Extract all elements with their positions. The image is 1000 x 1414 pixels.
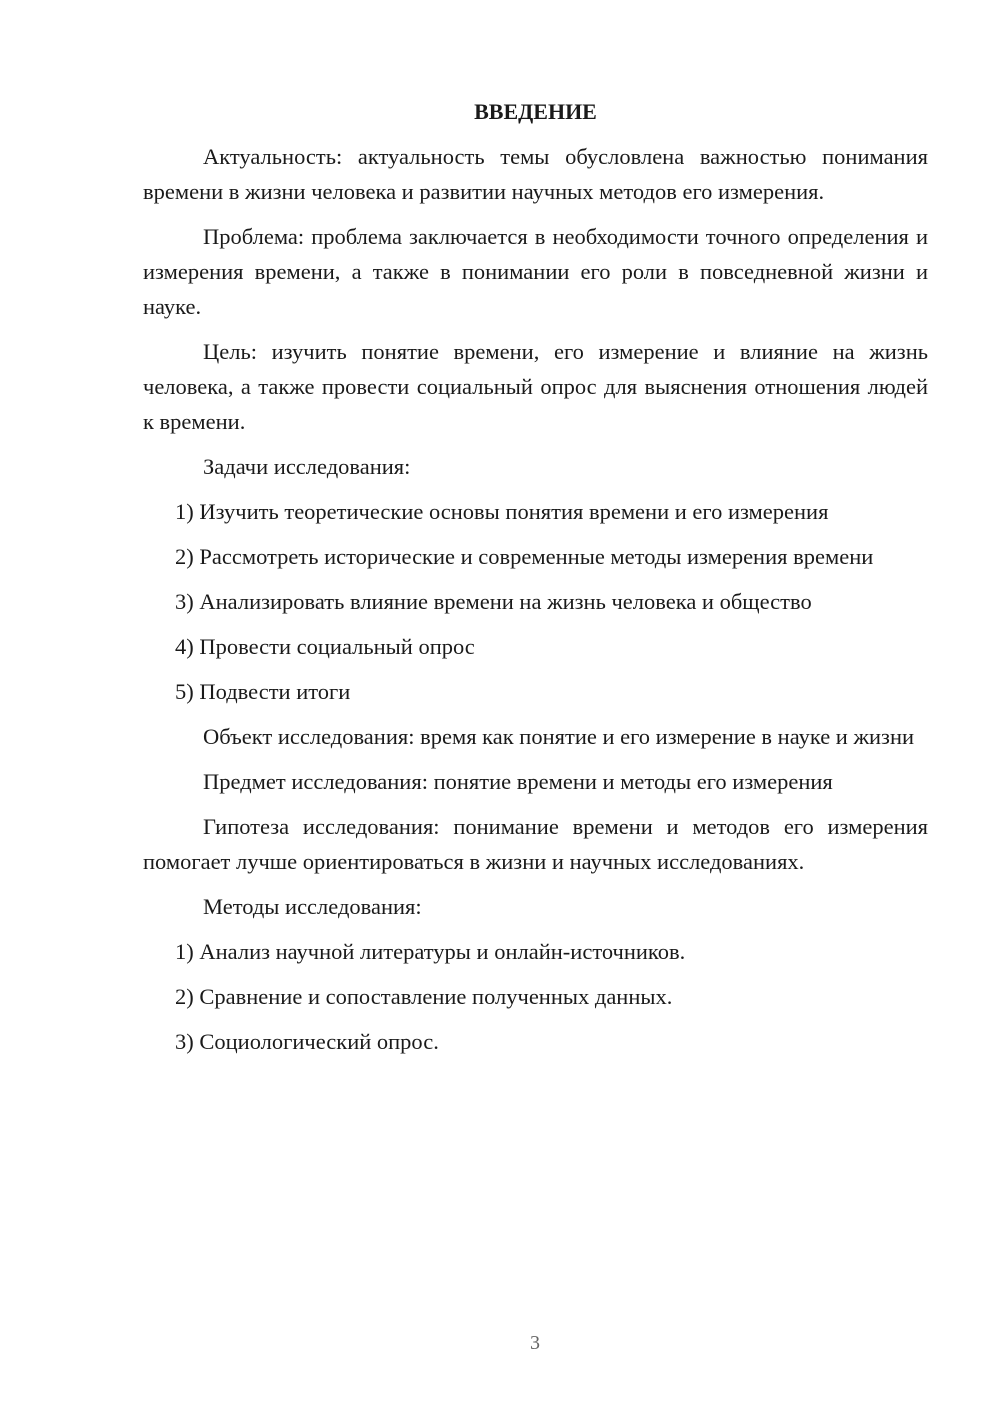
goal-paragraph: Цель: изучить понятие времени, его измерение и влияние на жизнь человека, а также провести социальный опрос для выяснения отношения людей к времени. [143, 339, 928, 434]
hypothesis-paragraph: Гипотеза исследования: понимание времени и методов его измерения помогает лучше ориентироваться в жизни и научных исследованиях. [143, 814, 928, 874]
document-body [143, 94, 928, 1069]
task-item: 1) Изучить теоретические основы понятия времени и его измерения [175, 499, 829, 524]
methods-heading: Методы исследования: [203, 894, 422, 919]
relevance-paragraph: Актуальность: актуальность темы обусловлена важностью понимания времени в жизни человека и развитии научных методов его измерения. [143, 144, 928, 204]
problem-paragraph: Проблема: проблема заключается в необходимости точного определения и измерения времени, а также в понимании его роли в повседневной жизни и науке. [143, 224, 928, 319]
method-item: 3) Социологический опрос. [175, 1029, 439, 1054]
method-item: 1) Анализ научной литературы и онлайн-источников. [175, 939, 686, 964]
method-item: 2) Сравнение и сопоставление полученных данных. [175, 984, 673, 1009]
section-title: ВВЕДЕНИЕ [474, 99, 597, 124]
object-paragraph: Объект исследования: время как понятие и его измерение в науке и жизни [203, 724, 915, 749]
tasks-heading: Задачи исследования: [203, 454, 411, 479]
task-item: 5) Подвести итоги [175, 679, 351, 704]
task-item: 2) Рассмотреть исторические и современные методы измерения времени [175, 544, 874, 569]
page-number: 3 [530, 1332, 540, 1354]
subject-paragraph: Предмет исследования: понятие времени и методы его измерения [203, 769, 833, 794]
task-item: 3) Анализировать влияние времени на жизнь человека и общество [175, 589, 812, 614]
task-item: 4) Провести социальный опрос [175, 634, 475, 659]
